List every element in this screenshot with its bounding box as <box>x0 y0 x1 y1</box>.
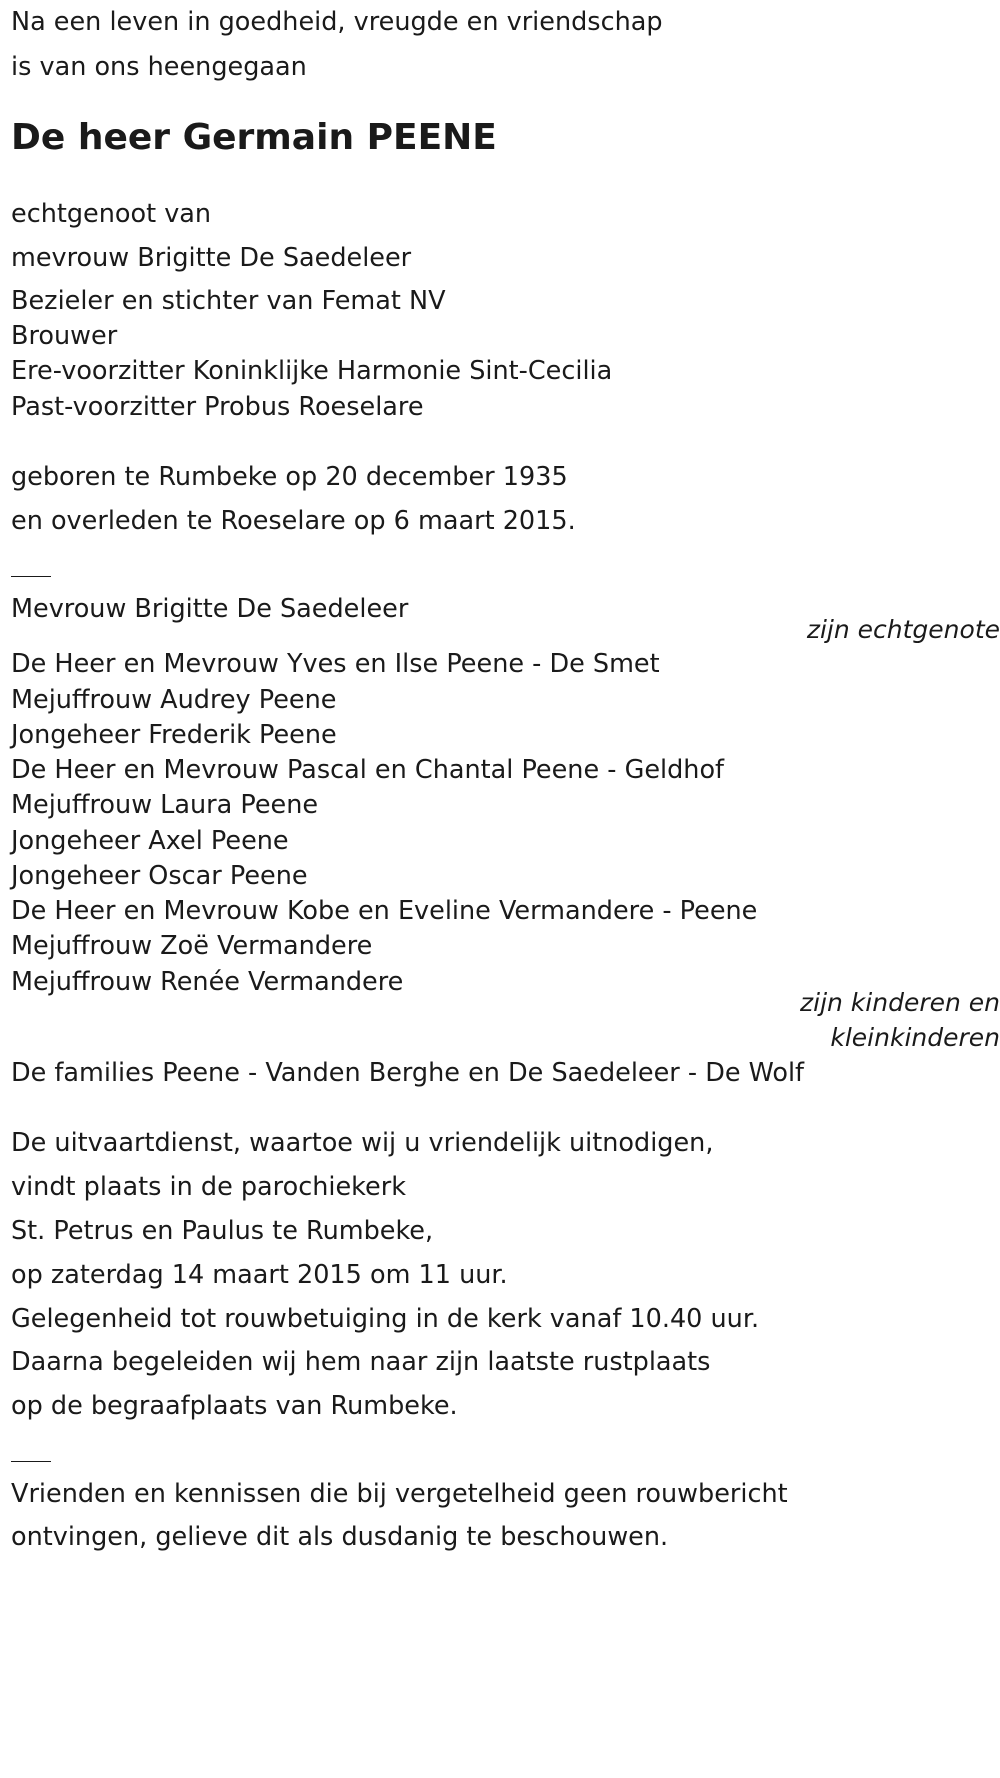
service-line: Gelegenheid tot rouwbetuiging in de kerk vanaf 10.40 uur. <box>11 1304 760 1334</box>
service-line: De uitvaartdienst, waartoe wij u vriendelijk uitnodigen, <box>11 1128 714 1158</box>
spouse-label: echtgenoot van <box>11 199 212 229</box>
family-member: Jongeheer Oscar Peene <box>11 861 308 891</box>
family-member: De Heer en Mevrouw Yves en Ilse Peene - De Smet <box>11 649 660 679</box>
members-relation-line-1: zijn kinderen en <box>800 988 1000 1017</box>
separator-line <box>11 1461 51 1462</box>
family-member: Mejuffrouw Audrey Peene <box>11 685 337 715</box>
birth-line: geboren te Rumbeke op 20 december 1935 <box>11 462 568 492</box>
spouse-relation-label: zijn echtgenote <box>806 615 1000 644</box>
family-member: Mejuffrouw Zoë Vermandere <box>11 931 373 961</box>
service-line: Daarna begeleiden wij hem naar zijn laatste rustplaats <box>11 1347 711 1377</box>
role-line: Past-voorzitter Probus Roeselare <box>11 392 424 422</box>
death-line: en overleden te Roeselare op 6 maart 2015. <box>11 506 576 536</box>
service-line: vindt plaats in de parochiekerk <box>11 1172 406 1202</box>
closing-line-2: ontvingen, gelieve dit als dusdanig te beschouwen. <box>11 1522 669 1552</box>
closing-line-1: Vrienden en kennissen die bij vergetelheid geen rouwbericht <box>11 1479 788 1509</box>
spouse-name: mevrouw Brigitte De Saedeleer <box>11 243 412 273</box>
family-member: Mejuffrouw Laura Peene <box>11 790 319 820</box>
service-line: op zaterdag 14 maart 2015 om 11 uur. <box>11 1260 508 1290</box>
family-member: Jongeheer Axel Peene <box>11 826 289 856</box>
family-member: De Heer en Mevrouw Kobe en Eveline Vermandere - Peene <box>11 896 758 926</box>
role-line: Bezieler en stichter van Femat NV <box>11 286 446 316</box>
intro-line-2: is van ons heengegaan <box>11 52 307 82</box>
role-line: Brouwer <box>11 321 118 351</box>
family-member: Jongeheer Frederik Peene <box>11 720 337 750</box>
family-spouse-name: Mevrouw Brigitte De Saedeleer <box>11 594 409 624</box>
family-member: De Heer en Mevrouw Pascal en Chantal Peene - Geldhof <box>11 755 725 785</box>
service-line: op de begraafplaats van Rumbeke. <box>11 1391 458 1421</box>
intro-line-1: Na een leven in goedheid, vreugde en vriendschap <box>11 7 663 37</box>
family-member: Mejuffrouw Renée Vermandere <box>11 967 404 997</box>
service-line: St. Petrus en Paulus te Rumbeke, <box>11 1216 434 1246</box>
members-relation-line-2: kleinkinderen <box>830 1023 1000 1052</box>
role-line: Ere-voorzitter Koninklijke Harmonie Sint-Cecilia <box>11 356 613 386</box>
extended-families: De families Peene - Vanden Berghe en De Saedeleer - De Wolf <box>11 1058 805 1088</box>
deceased-name: De heer Germain PEENE <box>11 117 497 158</box>
separator-line <box>11 576 51 577</box>
